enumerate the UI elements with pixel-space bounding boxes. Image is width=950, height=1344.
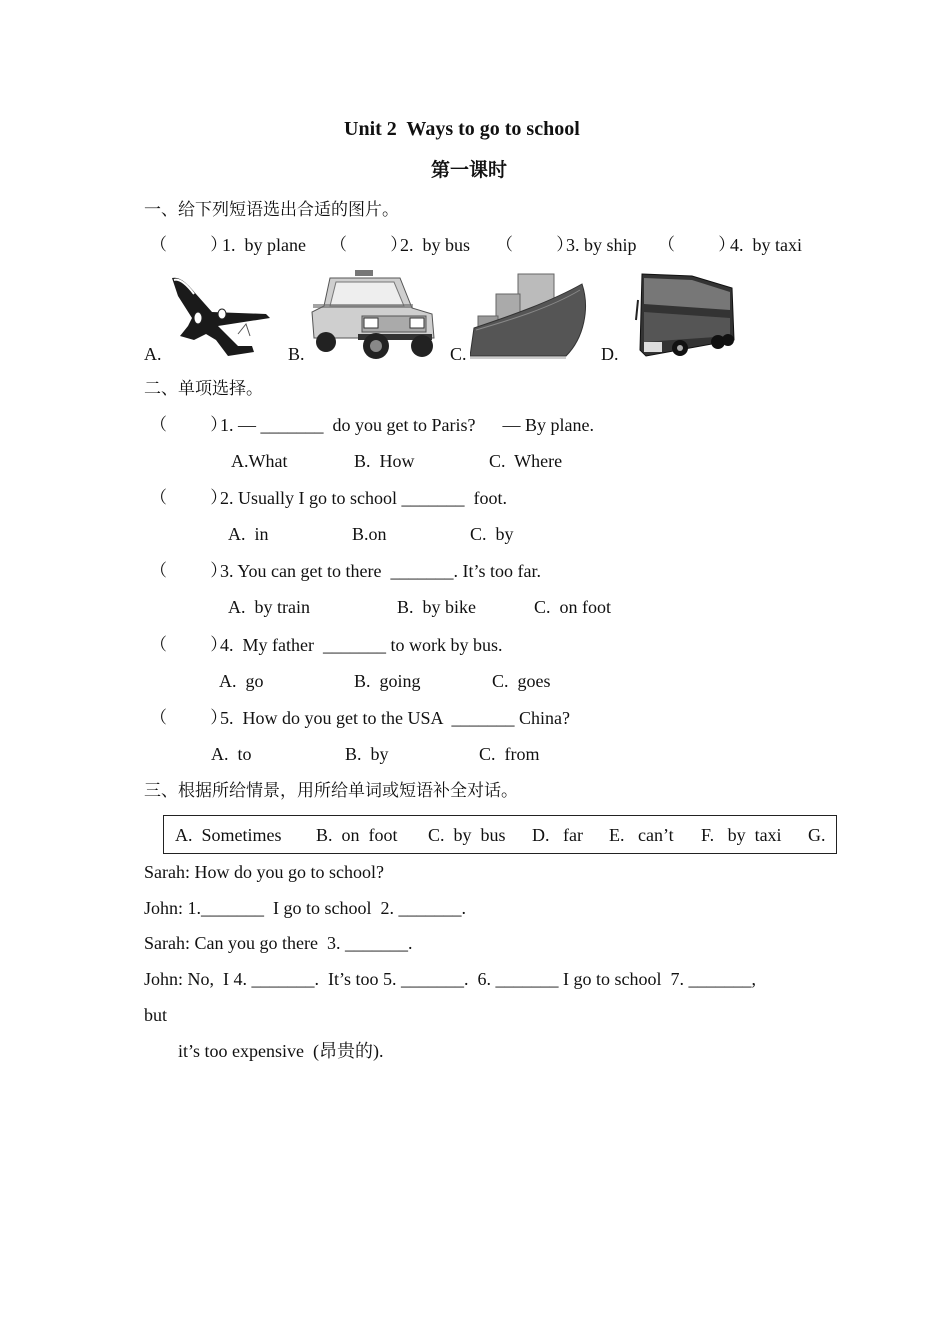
- question-text: 5. How do you get to the USA _______ China?: [220, 708, 570, 728]
- picture-label-b: B.: [288, 344, 305, 364]
- answer-blank[interactable]: （ ）: [150, 635, 228, 655]
- word-bank-item: E. can’t: [609, 825, 674, 845]
- taxi-image: [310, 268, 435, 360]
- word-bank-item: A. Sometimes: [175, 825, 282, 845]
- question-text: 3. You can get to there _______. It’s too far.: [220, 561, 541, 581]
- word-bank-item: D. far: [532, 825, 583, 845]
- word-bank-item: G.: [808, 825, 826, 845]
- option-c: C. by: [470, 524, 514, 544]
- dialogue-line: John: No, I 4. _______. It’s too 5. _______. 6. _______ I go to school 7. _______,: [144, 969, 756, 989]
- word-bank-item: F. by taxi: [701, 825, 782, 845]
- item-text: 2. by bus: [400, 235, 471, 255]
- section3-heading: 三、根据所给情景，用所给单词或短语补全对话。: [144, 781, 518, 801]
- answer-blank[interactable]: （ ）: [330, 235, 408, 255]
- option-c: C. goes: [492, 671, 551, 691]
- ship-image: [470, 268, 590, 360]
- dialogue-line: Sarah: How do you go to school?: [144, 862, 384, 882]
- option-c: C. Where: [489, 451, 563, 471]
- question-text: 2. Usually I go to school _______ foot.: [220, 488, 507, 508]
- answer-blank[interactable]: （ ）: [150, 235, 228, 255]
- word-bank: [163, 815, 837, 854]
- dialogue-line: it’s too expensive (昂贵的).: [178, 1041, 384, 1061]
- dialogue-line: but: [144, 1005, 168, 1025]
- answer-blank[interactable]: （ ）: [150, 708, 228, 728]
- option-c: C. on foot: [534, 597, 612, 617]
- option-b: B. going: [354, 671, 421, 691]
- item-text: 1. by plane: [222, 235, 306, 255]
- dialogue-line: Sarah: Can you go there 3. _______.: [144, 933, 413, 953]
- worksheet-subtitle: 第一课时: [431, 159, 508, 181]
- option-b: B. How: [354, 451, 415, 471]
- item-text: 4. by taxi: [730, 235, 802, 255]
- word-bank-item: B. on foot: [316, 825, 398, 845]
- option-a: A. by train: [228, 597, 310, 617]
- answer-blank[interactable]: （ ）: [496, 235, 574, 255]
- question-text: 1. — _______ do you get to Paris? — By plane.: [220, 415, 594, 435]
- answer-blank[interactable]: （ ）: [150, 415, 228, 435]
- option-c: C. from: [479, 744, 540, 764]
- item-text: 3. by ship: [566, 235, 637, 255]
- option-a: A. go: [219, 671, 264, 691]
- section1-heading: 一、给下列短语选出合适的图片。: [144, 200, 399, 220]
- double-decker-bus-image: [632, 270, 736, 360]
- picture-label-c: C.: [450, 344, 467, 364]
- worksheet-title: Unit 2 Ways to go to school: [344, 118, 580, 140]
- airplane-image: [166, 274, 274, 358]
- option-a: A.What: [231, 451, 288, 471]
- question-text: 4. My father _______ to work by bus.: [220, 635, 503, 655]
- dialogue-line: John: 1._______ I go to school 2. _______.: [144, 898, 466, 918]
- option-a: A. to: [211, 744, 252, 764]
- word-bank-item: C. by bus: [428, 825, 506, 845]
- section2-heading: 二、单项选择。: [144, 379, 263, 399]
- option-a: A. in: [228, 524, 269, 544]
- answer-blank[interactable]: （ ）: [658, 235, 736, 255]
- option-b: B. by bike: [397, 597, 476, 617]
- picture-label-d: D.: [601, 344, 619, 364]
- option-b: B.on: [352, 524, 387, 544]
- picture-label-a: A.: [144, 344, 162, 364]
- answer-blank[interactable]: （ ）: [150, 561, 228, 581]
- answer-blank[interactable]: （ ）: [150, 488, 228, 508]
- option-b: B. by: [345, 744, 389, 764]
